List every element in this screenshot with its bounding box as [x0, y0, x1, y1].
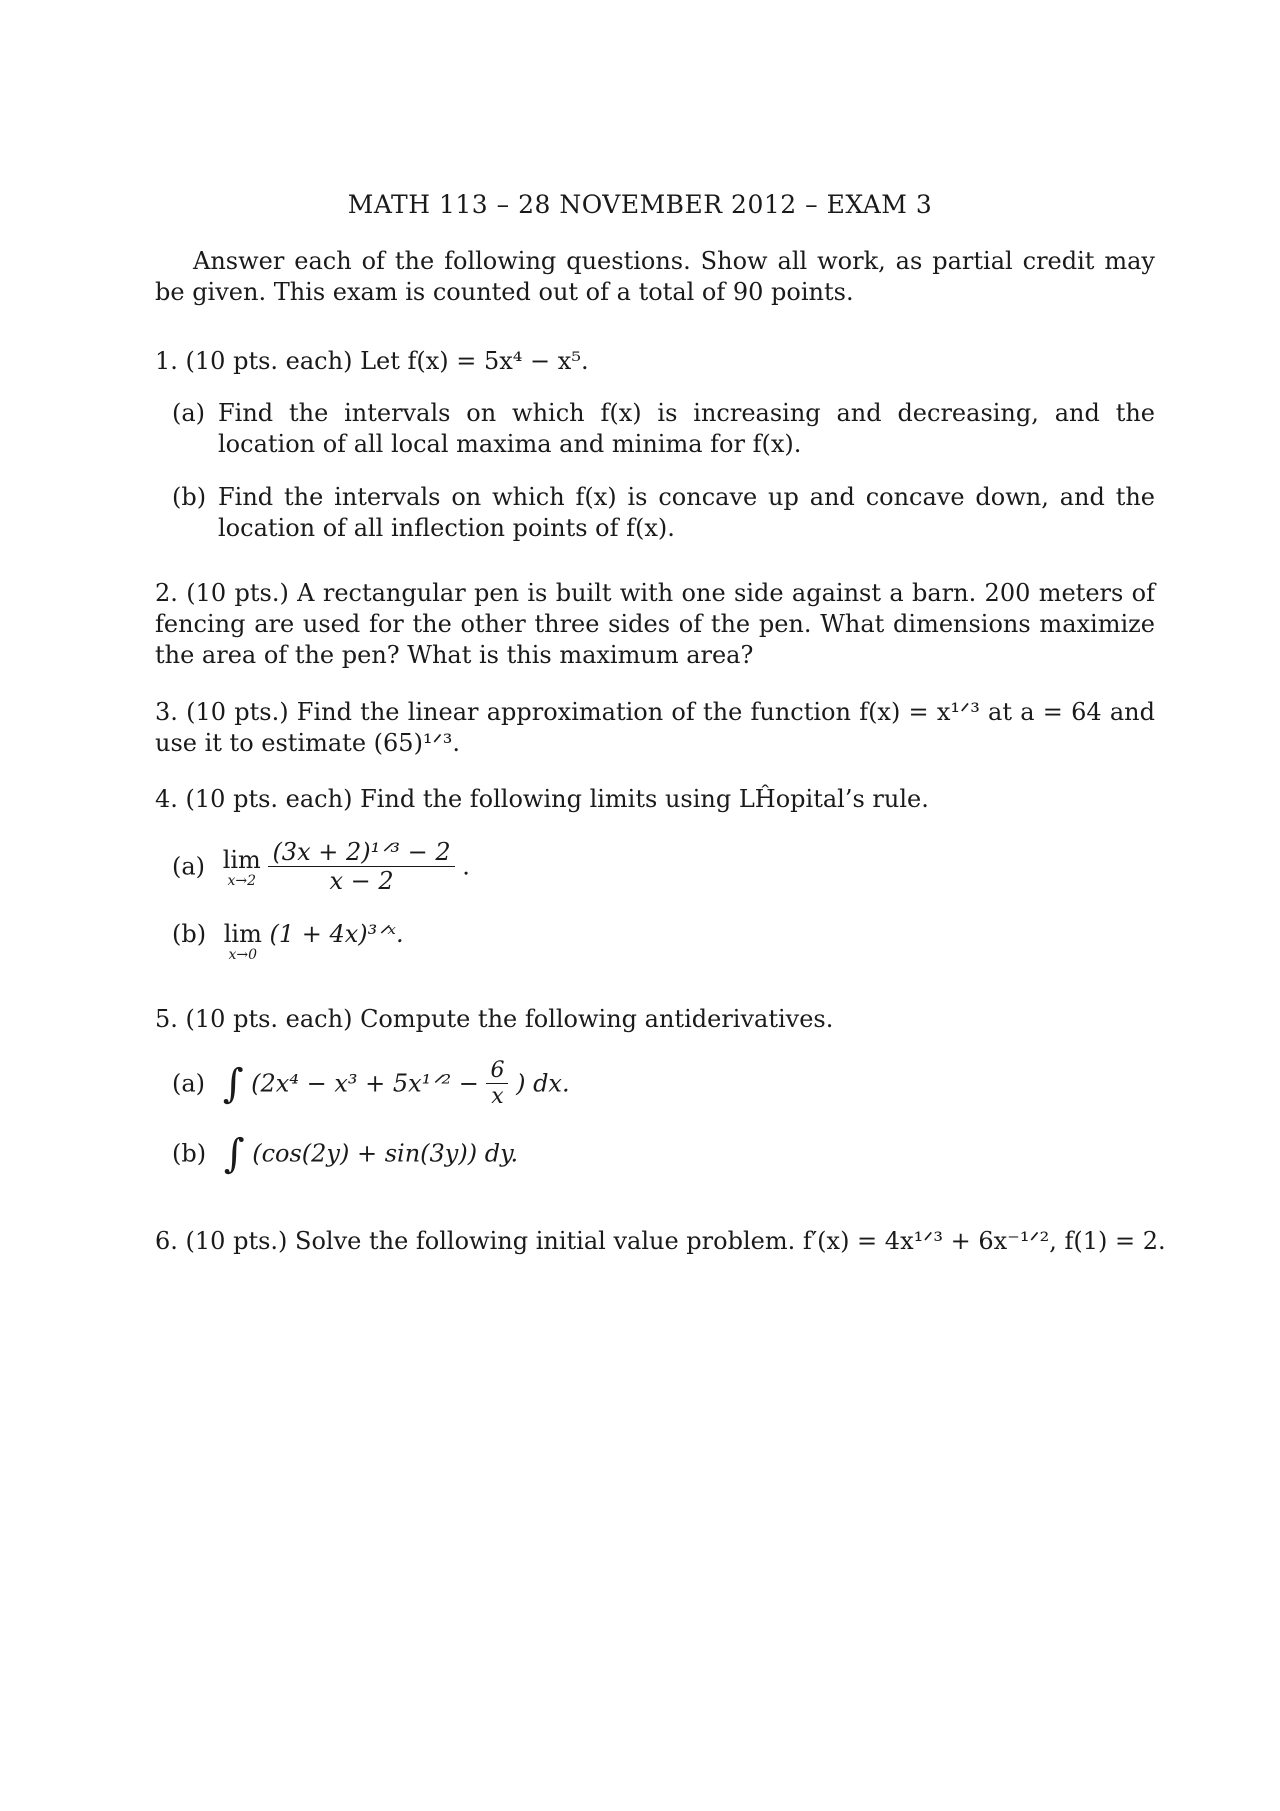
- question-1a-text: Find the intervals on which f(x) is increasing and decreasing, and the location of all local maxima and minima for f(x).: [218, 399, 1155, 458]
- question-5a: (a) ∫ (2x⁴ − x³ + 5x¹ᐟ² − $\frac{6}{x}$ ) dx.: [172, 1058, 570, 1109]
- question-4b-expression: (1 + 4x)³ᐟˣ.: [269, 920, 404, 948]
- question-2: [155, 578, 1155, 671]
- question-1b-text: Find the intervals on which f(x) is concave up and concave down, and the location of all inflection points of f(x).: [218, 483, 1155, 542]
- integral-symbol: ∫: [222, 1060, 244, 1107]
- question-4a-limit: lim x→2: [222, 845, 261, 889]
- question-6: [155, 1226, 1195, 1257]
- question-5: [155, 1004, 1155, 1035]
- question-6-label: 6.: [155, 1227, 178, 1255]
- question-1b-label: (b): [172, 483, 207, 511]
- question-4a: (a) lim x→2 $\frac{\text{(3x + 2)¹ᐟ³ − 2}}{x - 2}$ .: [172, 838, 470, 895]
- question-6-lead: (10 pts.) Solve the following initial value problem. f′(x) = 4x¹ᐟ³ + 6x⁻¹ᐟ², f(1) = 2.: [185, 1227, 1166, 1255]
- exam-title: MATH 113 – 28 NOVEMBER 2012 – EXAM 3: [347, 190, 933, 219]
- question-3: [155, 697, 1155, 759]
- integral-symbol: ∫: [223, 1130, 245, 1177]
- question-5b-expression: (cos(2y) + sin(3y)) dy.: [252, 1139, 519, 1168]
- question-5-label: 5.: [155, 1005, 178, 1033]
- question-1a-label: (a): [172, 399, 206, 427]
- question-5-lead: (10 pts. each) Compute the following antiderivatives.: [185, 1005, 834, 1033]
- question-3-lead: (10 pts.) Find the linear approximation of the function f(x) = x¹ᐟ³ at a = 64 and use it to estimate (65)¹ᐟ³.: [155, 698, 1155, 757]
- question-4a-label: (a): [172, 852, 206, 881]
- question-4-lead: (10 pts. each) Find the following limits using LĤopital’s rule.: [185, 785, 929, 813]
- question-4a-fraction: $\frac{\text{(3x + 2)¹ᐟ³ − 2}}{x - 2}$: [268, 838, 454, 895]
- question-4b-label: (b): [172, 920, 207, 948]
- question-4-label: 4.: [155, 785, 178, 813]
- question-4b: [172, 920, 404, 962]
- question-1-lead: (10 pts. each) Let f(x) = 5x⁴ − x⁵.: [185, 347, 589, 375]
- instructions: Answer each of the following questions. Show all work, as partial credit may be given. This exam is counted out of a total of 90 points.: [155, 247, 1155, 306]
- question-2-label: 2.: [155, 579, 178, 607]
- question-5a-fraction: $\frac{6}{x}$: [486, 1058, 508, 1109]
- question-1: [155, 346, 1155, 377]
- question-1-label: 1.: [155, 347, 178, 375]
- question-4b-limit: lim x→0: [223, 920, 262, 963]
- question-5b: [172, 1130, 519, 1177]
- question-4: [155, 784, 1155, 815]
- question-3-label: 3.: [155, 698, 178, 726]
- question-5a-label: (a): [172, 1069, 206, 1098]
- question-2-lead: (10 pts.) A rectangular pen is built with one side against a barn. 200 meters of fencing are used for the other three sides of the pen. What dimensions maximize the area of the pen? What is this maximum area?: [155, 579, 1155, 669]
- question-5b-label: (b): [172, 1139, 207, 1168]
